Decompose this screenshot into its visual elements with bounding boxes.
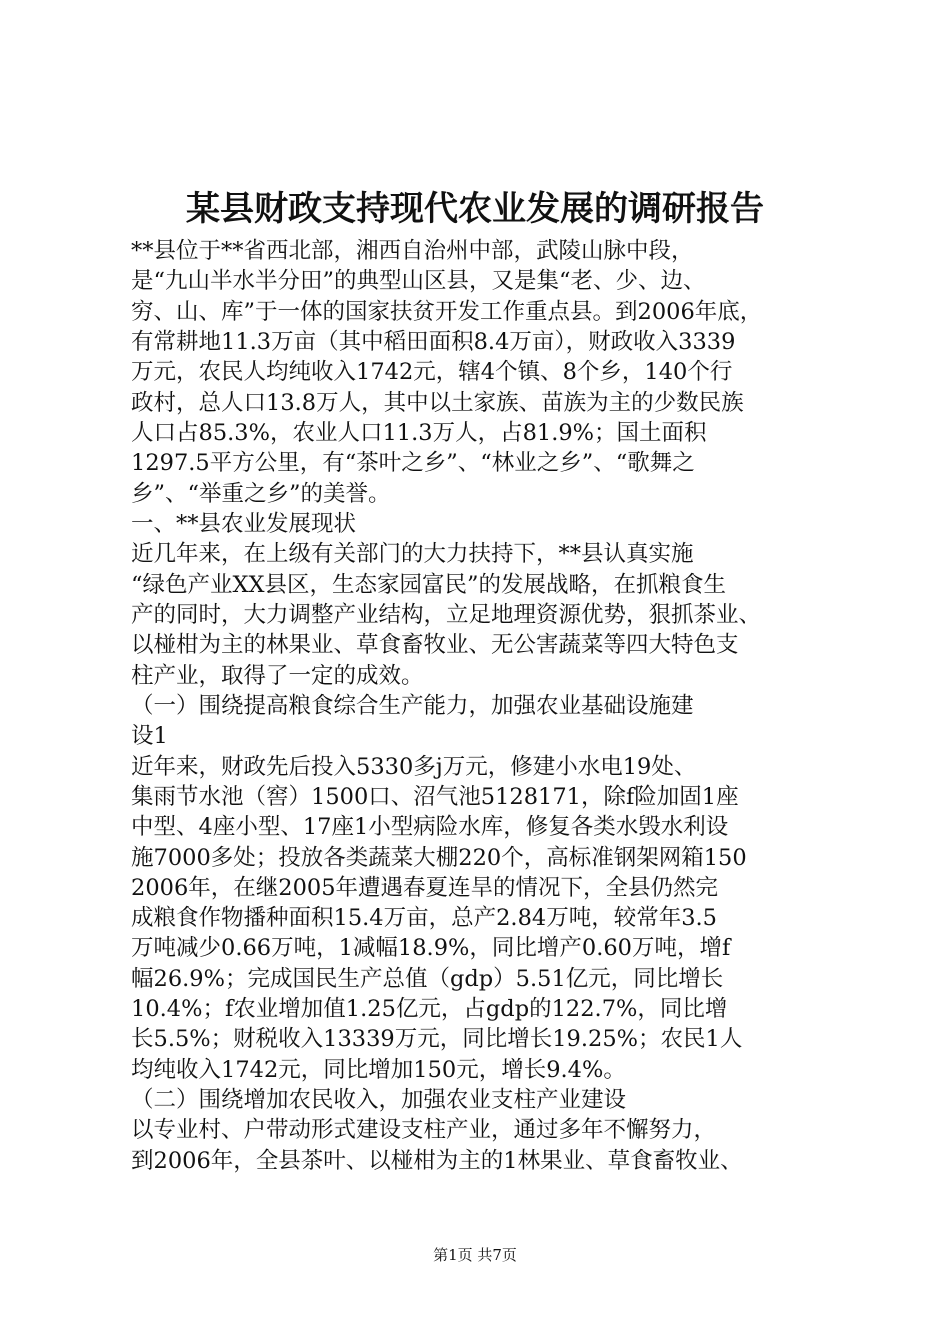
text-line: 到2006年，全县茶叶、以椪柑为主的1林果业、草食畜牧业、 xyxy=(131,1147,743,1174)
text-line: 产的同时，大力调整产业结构，立足地理资源优势，狠抓茶业、 xyxy=(131,601,762,628)
text-line: 是“九山半水半分田”的典型山区县，又是集“老、少、边、 xyxy=(131,268,706,295)
text-line: 一、**县农业发展现状 xyxy=(131,510,357,537)
text-line: 乡”、“举重之乡”的美誉。 xyxy=(131,480,391,507)
text-line: （一）围绕提高粮食综合生产能力，加强农业基础设施建 xyxy=(131,692,694,719)
text-line: 长5.5%；财税收入13339万元，同比增长19.25%；农民1人 xyxy=(131,1026,743,1053)
text-line: 万吨减少0.66万吨，1减幅18.9%，同比增产0.60万吨，增f xyxy=(131,935,731,962)
text-line: **县位于**省西北部，湘西自治州中部，武陵山脉中段， xyxy=(131,238,694,264)
text-line: 1297.5平方公里，有“茶叶之乡”、“林业之乡”、“歌舞之 xyxy=(131,450,695,477)
text-line: 均纯收入1742元，同比增加150元，增长9.4%。 xyxy=(131,1056,626,1083)
text-line: 成粮食作物播种面积15.4万亩，总产2.84万吨，较常年3.5 xyxy=(131,905,717,932)
text-line: “绿色产业XX县区，生态家园富民”的发展战略，在抓粮食生 xyxy=(131,571,727,598)
text-line: 近年来，财政先后投入5330多j万元，修建小水电19处、 xyxy=(131,753,697,780)
text-line: 万元，农民人均纯收入1742元，辖4个镇、8个乡，140个行 xyxy=(131,359,733,386)
text-line: 政村，总人口13.8万人，其中以土家族、苗族为主的少数民族 xyxy=(131,389,744,416)
text-line: 穷、山、库”于一体的国家扶贫开发工作重点县。到2006年底， xyxy=(131,298,763,325)
text-line: 集雨节水池（窖）1500口、沼气池5128171，除f险加固1座 xyxy=(131,783,739,810)
text-line: 有常耕地11.3万亩（其中稻田面积8.4万亩），财政收入3339 xyxy=(131,329,736,355)
text-line: （二）围绕增加农民收入，加强农业支柱产业建设 xyxy=(131,1087,627,1113)
text-line: 以专业村、户带动形式建设支柱产业，通过多年不懈努力， xyxy=(131,1117,717,1144)
text-line: 近几年来，在上级有关部门的大力扶持下，**县认真实施 xyxy=(131,541,694,568)
page-number: 第1页 共7页 xyxy=(433,1246,517,1264)
text-line: 10.4%；f农业增加值1.25亿元，占gdp的122.7%，同比增 xyxy=(131,996,728,1023)
text-line: 施7000多处；投放各类蔬菜大棚220个，高标准钢架网箱150 xyxy=(131,844,747,871)
text-line: 以椪柑为主的林果业、草食畜牧业、无公害蔬菜等四大特色支 xyxy=(131,632,739,659)
document-title: 某县财政支持现代农业发展的调研报告 xyxy=(186,189,764,229)
text-line: 柱产业，取得了一定的成效。 xyxy=(131,662,424,689)
text-line: 设1 xyxy=(131,723,168,750)
text-line: 2006年，在继2005年遭遇春夏连旱的情况下，全县仍然完 xyxy=(131,874,719,901)
text-line: 中型、4座小型、17座1小型病险水库，修复各类水毁水利设 xyxy=(131,814,729,841)
text-line: 幅26.9%；完成国民生产总值（gdp）5.51亿元，同比增长 xyxy=(131,965,724,992)
text-line: 人口占85.3%，农业人口11.3万人，占81.9%；国土面积 xyxy=(131,419,707,446)
